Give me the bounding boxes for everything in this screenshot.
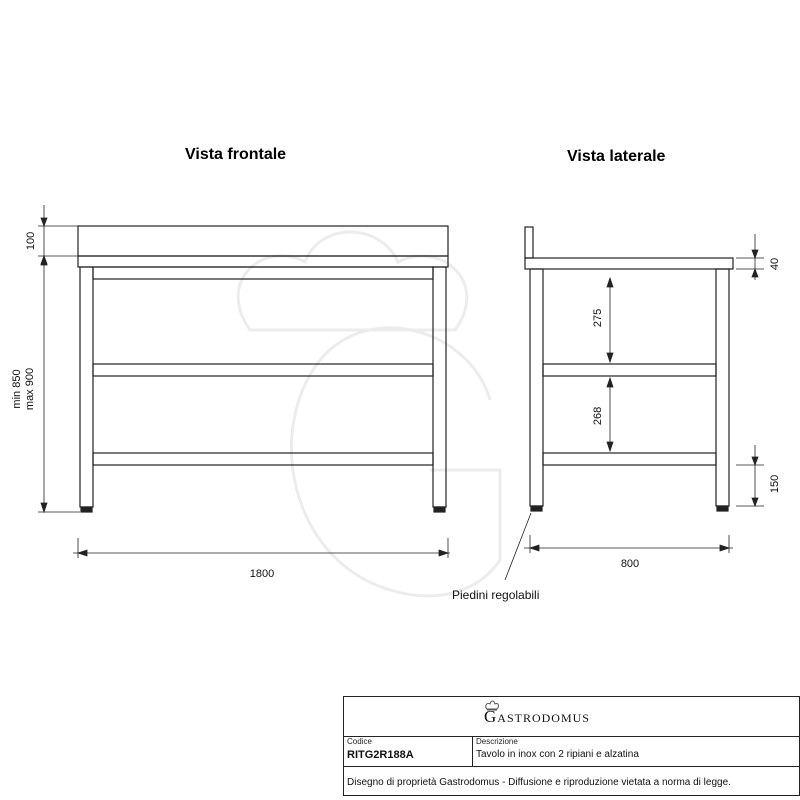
dim-height-max: max 900 (24, 367, 36, 411)
side-right-foot (717, 506, 728, 511)
description-label: Descrizione (476, 737, 518, 746)
side-left-leg (530, 269, 543, 506)
dim-width-front: 1800 (249, 568, 275, 580)
chef-hat-g-watermark (238, 232, 500, 596)
front-right-foot (434, 507, 445, 512)
title-block (343, 696, 800, 796)
side-worktop (525, 258, 733, 269)
dim-backsplash-front: 100 (25, 231, 37, 251)
code-value: RITG2R188A (347, 749, 414, 761)
front-dimension-lines (38, 205, 450, 558)
side-bottom-shelf (543, 453, 716, 465)
ownership-notice: Disegno di proprietà Gastrodomus - Diffusione e riproduzione vietata a norma di legge. (347, 777, 731, 788)
side-right-leg (716, 269, 729, 506)
dim-backsplash-side: 40 (769, 257, 781, 271)
side-dimension-lines (505, 234, 764, 580)
side-view (525, 227, 733, 511)
front-left-foot (81, 507, 92, 512)
front-view (78, 226, 448, 512)
dim-bottom-shelf-height: 150 (769, 474, 781, 494)
front-left-leg (80, 267, 93, 507)
front-upper-rail (93, 267, 433, 279)
description-value: Tavolo in inox con 2 ripiani e alzatina (476, 749, 639, 760)
brand-name: Gastrodomus (484, 707, 590, 726)
dim-shelf-gap-lower: 268 (592, 406, 604, 426)
dim-depth-side: 800 (620, 558, 640, 570)
side-middle-shelf (543, 364, 716, 376)
side-left-foot (531, 506, 542, 511)
front-worktop (78, 256, 448, 267)
front-middle-shelf (93, 364, 433, 376)
feet-note: Piedini regolabili (452, 588, 540, 602)
dim-shelf-gap-upper: 275 (592, 308, 604, 328)
dim-height-min: min 850 (11, 369, 23, 409)
front-view-title: Vista frontale (185, 146, 287, 163)
side-backsplash (525, 227, 533, 258)
front-bottom-shelf (93, 453, 433, 465)
side-view-title: Vista laterale (567, 148, 666, 165)
code-label: Codice (347, 737, 372, 746)
